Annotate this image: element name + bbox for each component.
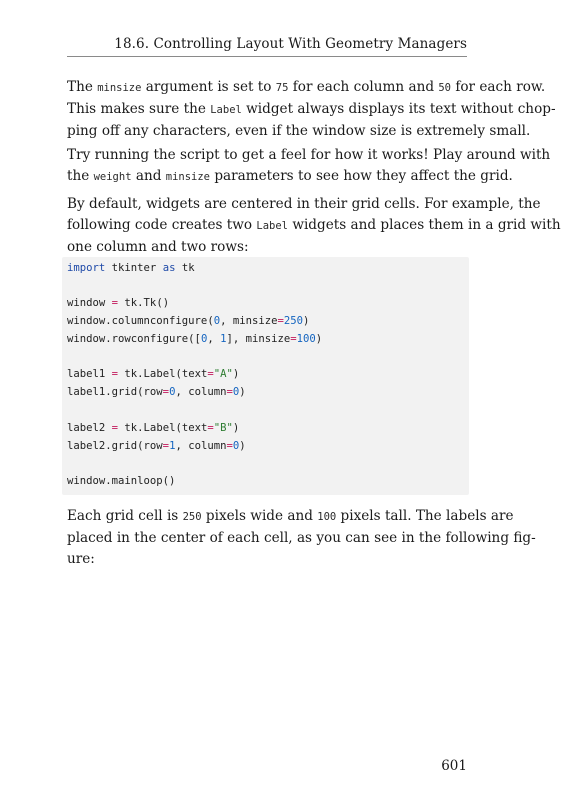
text-line: following code creates two Label widgets and places them in a grid with xyxy=(67,217,561,233)
code-line: window.rowconfigure([0, 1], minsize=100) xyxy=(67,333,323,345)
text-line: By default, widgets are centered in their grid cells. For example, the xyxy=(67,196,541,212)
text-line: the weight and minsize parameters to see how they affect the grid. xyxy=(67,168,513,184)
code-line: import tkinter as tk xyxy=(67,262,195,274)
text-line: placed in the center of each cell, as you can see in the following fig- xyxy=(67,530,536,546)
page-number: 601 xyxy=(441,758,467,774)
text-line: The minsize argument is set to 75 for each column and 50 for each row. xyxy=(67,79,546,95)
text-line: Try running the script to get a feel for how it works! Play around with xyxy=(67,147,551,163)
code-line: label2 = tk.Label(text="B") xyxy=(67,422,240,434)
code-line: label1.grid(row=0, column=0) xyxy=(67,386,246,398)
paragraph-try-running xyxy=(67,145,551,188)
code-line: label1 = tk.Label(text="A") xyxy=(67,368,240,380)
text-line: one column and two rows: xyxy=(67,239,249,255)
running-header: 18.6. Controlling Layout With Geometry Managers xyxy=(114,36,467,52)
paragraph-minsize xyxy=(67,77,556,142)
header-rule xyxy=(67,56,467,57)
code-line: window = tk.Tk() xyxy=(67,297,170,309)
text-line: ure: xyxy=(67,551,95,567)
paragraph-by-default xyxy=(67,194,561,258)
code-line: window.mainloop() xyxy=(67,475,176,487)
text-line: Each grid cell is 250 pixels wide and 100 pixels tall. The labels are xyxy=(67,508,514,524)
code-line: label2.grid(row=1, column=0) xyxy=(67,440,246,452)
text-line: This makes sure the Label widget always displays its text without chop- xyxy=(67,101,556,117)
text-line: ping off any characters, even if the window size is extremely small. xyxy=(67,123,531,139)
paragraph-grid-cell xyxy=(67,506,536,570)
code-line: window.columnconfigure(0, minsize=250) xyxy=(67,315,310,327)
